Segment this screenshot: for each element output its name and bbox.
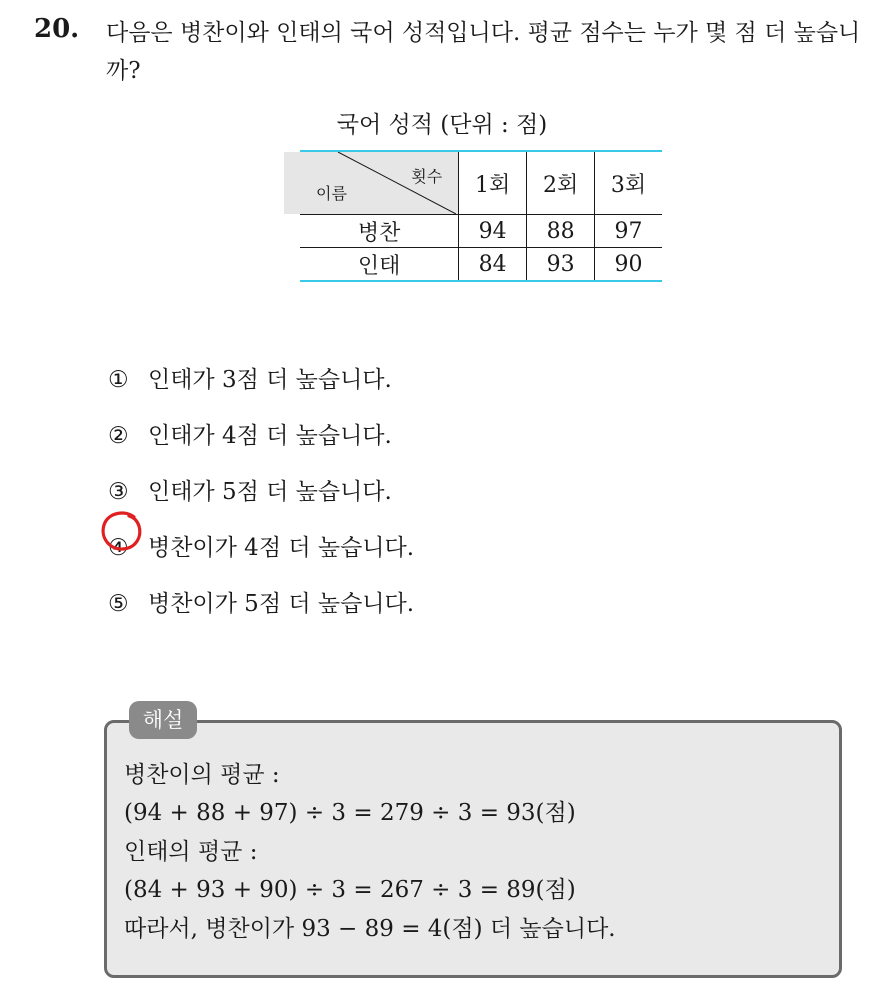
answer-option-1[interactable] (108, 352, 414, 408)
question-number: 20. (34, 14, 80, 44)
column-header-1: 1회 (459, 151, 527, 215)
table-cell: 97 (595, 215, 662, 248)
corner-label-name: 이름 (316, 184, 347, 203)
solution-line: (94 + 88 + 97) ÷ 3 = 279 ÷ 3 = 93(점) (124, 800, 576, 827)
table-corner-cell (300, 151, 459, 215)
option-number: ⑤ (108, 591, 129, 617)
column-header-3: 3회 (595, 151, 662, 215)
table-row (300, 215, 662, 248)
option-text: 병찬이가 4점 더 높습니다. (148, 535, 415, 561)
answer-option-2[interactable] (108, 408, 414, 464)
solution-label: 해설 (129, 701, 197, 739)
solution-line: (84 + 93 + 90) ÷ 3 = 267 ÷ 3 = 89(점) (124, 877, 576, 904)
row-name: 병찬 (300, 215, 459, 248)
table-cell: 93 (527, 248, 595, 282)
answer-option-4[interactable] (108, 520, 414, 576)
table-row (300, 248, 662, 282)
solution-line: 인태의 평균 : (124, 838, 258, 865)
solution-line: 따라서, 병찬이가 93 − 89 = 4(점) 더 높습니다. (124, 915, 616, 942)
option-text: 병찬이가 5점 더 높습니다. (148, 591, 415, 617)
option-number: ③ (108, 479, 129, 505)
corner-label-count: 횟수 (411, 167, 443, 186)
table-cell: 94 (459, 215, 527, 248)
table-cell: 88 (527, 215, 595, 248)
option-number: ① (108, 367, 129, 393)
table-header-row (300, 151, 662, 215)
score-table (300, 150, 662, 282)
selected-circle-icon (98, 508, 148, 558)
option-number: ④ (108, 535, 129, 561)
option-text: 인태가 5점 더 높습니다. (148, 479, 392, 505)
column-header-2: 2회 (527, 151, 595, 215)
option-text: 인태가 4점 더 높습니다. (148, 423, 392, 449)
row-name: 인태 (300, 248, 459, 282)
option-number: ② (108, 423, 129, 449)
solution-line: 병찬이의 평균 : (124, 762, 280, 788)
question-text: 다음은 병찬이와 인태의 국어 성적입니다. 평균 점수는 누가 몇 점 더 높습니까? (106, 20, 861, 84)
answer-option-5[interactable] (108, 576, 414, 632)
option-text: 인태가 3점 더 높습니다. (148, 367, 392, 393)
table-title: 국어 성적 (단위 : 점) (336, 112, 548, 138)
option-number-selected (108, 525, 148, 571)
solution-text (124, 756, 616, 948)
answer-options (108, 352, 414, 632)
table-cell: 84 (459, 248, 527, 282)
table-cell: 90 (595, 248, 662, 282)
answer-option-3[interactable] (108, 464, 414, 520)
